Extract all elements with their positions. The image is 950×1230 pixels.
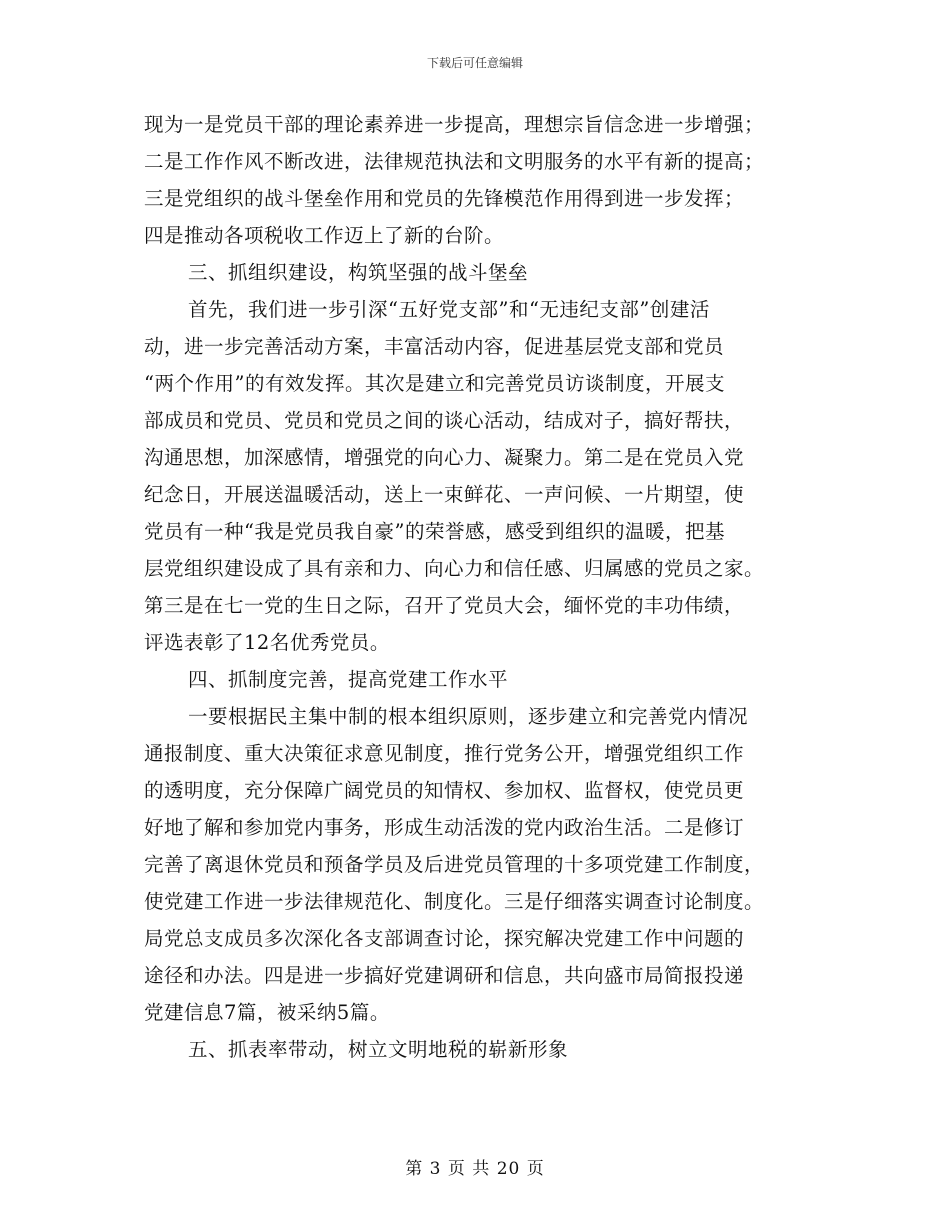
text-line: 二是工作作风不断改进，法律规范执法和文明服务的水平有新的提高；: [144, 150, 765, 173]
text-line: “两个作用”的有效发挥。其次是建立和完善党员访谈制度，开展支: [144, 372, 725, 395]
text-line: 部成员和党员、党员和党员之间的谈心活动，结成对子，搞好帮扶，: [144, 409, 745, 432]
text-line: 现为一是党员干部的理论素养进一步提高，理想宗旨信念进一步增强；: [144, 113, 765, 136]
text-line: 党建信息7篇，被采纳5篇。: [144, 1001, 390, 1024]
text-line: 三是党组织的战斗堡垒作用和党员的先锋模范作用得到进一步发挥；: [144, 187, 745, 210]
text-line: 途径和办法。四是进一步搞好党建调研和信息，共向盛市局简报投递: [144, 964, 745, 987]
page-footer: 第 3 页 共 20 页: [405, 1159, 545, 1179]
text-line: 的透明度，充分保障广阔党员的知情权、参加权、监督权，使党员更: [144, 779, 745, 802]
text-line: 层党组织建设成了具有亲和力、向心力和信任感、归属感的党员之家。: [144, 557, 765, 580]
text-line: 评选表彰了12名优秀党员。: [144, 631, 390, 654]
text-line: 完善了离退休党员和预备学员及后进党员管理的十多项党建工作制度，: [144, 853, 765, 876]
document-body: [144, 106, 824, 1068]
section-heading: 三、抓组织建设，构筑坚强的战斗堡垒: [188, 261, 529, 284]
text-line: 使党建工作进一步法律规范化、制度化。三是仔细落实调查讨论制度。: [144, 890, 765, 913]
page-header: 下载后可任意编辑: [426, 56, 523, 70]
section-heading: 五、抓表率带动，树立文明地税的崭新形象: [188, 1038, 569, 1061]
text-line: 动，进一步完善活动方案，丰富活动内容，促进基层党支部和党员: [144, 335, 725, 358]
text-line: 首先，我们进一步引深“五好党支部”和“无违纪支部”创建活: [188, 298, 710, 321]
text-line: 通报制度、重大决策征求意见制度，推行党务公开，增强党组织工作: [144, 742, 745, 765]
text-line: 四是推动各项税收工作迈上了新的台阶。: [144, 224, 505, 247]
text-line: 党员有一种“我是党员我自豪”的荣誉感，感受到组织的温暖，把基: [144, 520, 725, 543]
section-heading: 四、抓制度完善，提高党建工作水平: [188, 668, 509, 691]
text-line: 纪念日，开展送温暖活动，送上一束鲜花、一声问候、一片期望，使: [144, 483, 745, 506]
text-line: 一要根据民主集中制的根本组织原则，逐步建立和完善党内情况: [188, 705, 749, 728]
text-line: 局党总支成员多次深化各支部调查讨论，探究解决党建工作中问题的: [144, 927, 745, 950]
text-line: 沟通思想，加深感情，增强党的向心力、凝聚力。第二是在党员入党: [144, 446, 745, 469]
text-line: 第三是在七一党的生日之际，召开了党员大会，缅怀党的丰功伟绩，: [144, 594, 745, 617]
text-line: 好地了解和参加党内事务，形成生动活泼的党内政治生活。二是修订: [144, 816, 745, 839]
